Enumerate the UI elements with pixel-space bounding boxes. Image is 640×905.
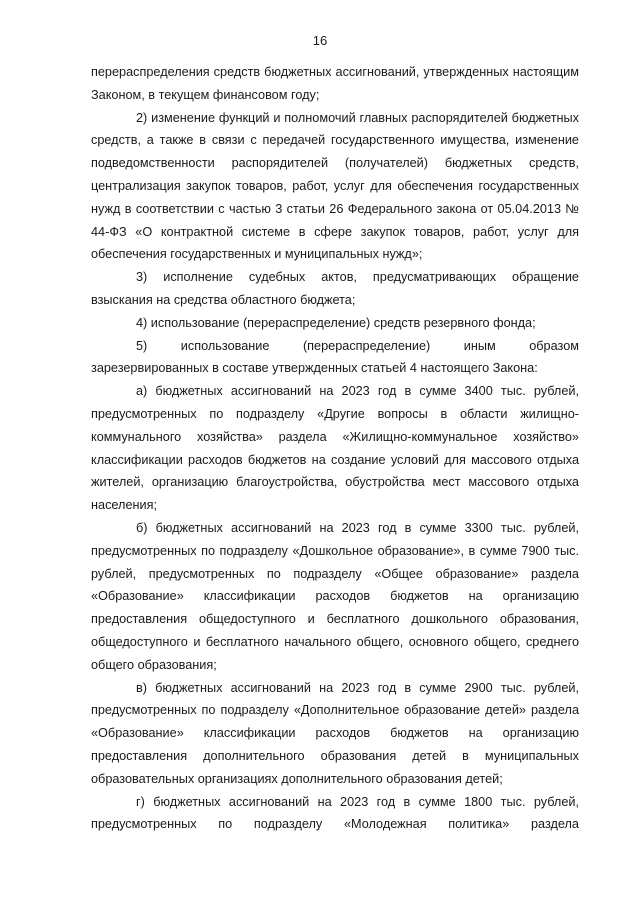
paragraph-subitem-a: а) бюджетных ассигнований на 2023 год в сумме 3400 тыс. рублей, предусмотренных по подразделу «Другие вопросы в области жилищно-коммунального хозяйства» раздела «Жилищно-коммунальное хозяйство» классификации расходов бюджетов на создание условий для массового отдыха жителей, организацию благоустройства, обустройства мест массового отдыха населения; <box>91 384 579 513</box>
paragraph-subitem-b: б) бюджетных ассигнований на 2023 год в сумме 3300 тыс. рублей, предусмотренных по подразделу «Дошкольное образование», в сумме 7900 тыс. рублей, предусмотренных по подразделу «Общее образование» раздела «Образование» классификации расходов бюджетов на организацию предоставления общедоступного и бесплатного дошкольного образования, общедоступного и бесплатного начального общего, основного общего, среднего общего образования; <box>91 520 579 672</box>
document-body <box>91 61 579 836</box>
page-number: 16 <box>312 33 328 48</box>
paragraph-item-2: 2) изменение функций и полномочий главных распорядителей бюджетных средств, а также в связи с передачей государственного имущества, изменение подведомственности распорядителей (получателей) бюджетных средств, централизация закупок товаров, работ, услуг для обеспечения государственных нужд в соответствии с частью 3 статьи 26 Федерального закона от 05.04.2013 № 44-ФЗ «О контрактной системе в сфере закупок товаров, работ, услуг для обеспечения государственных и муниципальных нужд»; <box>91 110 579 262</box>
paragraph-continuation: перераспределения средств бюджетных ассигнований, утвержденных настоящим Законом, в текущем финансовом году; <box>91 65 579 102</box>
paragraph-item-4: 4) использование (перераспределение) средств резервного фонда; <box>136 315 536 330</box>
paragraph-subitem-g: г) бюджетных ассигнований на 2023 год в сумме 1800 тыс. рублей, предусмотренных по подразделу «Молодежная политика» раздела <box>91 794 579 832</box>
paragraph-item-3: 3) исполнение судебных актов, предусматривающих обращение взыскания на средства областного бюджета; <box>91 270 579 307</box>
paragraph-subitem-v: в) бюджетных ассигнований на 2023 год в сумме 2900 тыс. рублей, предусмотренных по подразделу «Дополнительное образование детей» раздела «Образование» классификации расходов бюджетов на организацию предоставления дополнительного образования детей в муниципальных образовательных организациях дополнительного образования детей; <box>91 680 579 786</box>
paragraph-item-5: 5) использование (перераспределение) иным образом зарезервированных в составе утвержденных статьей 4 настоящего Закона: <box>91 338 579 376</box>
